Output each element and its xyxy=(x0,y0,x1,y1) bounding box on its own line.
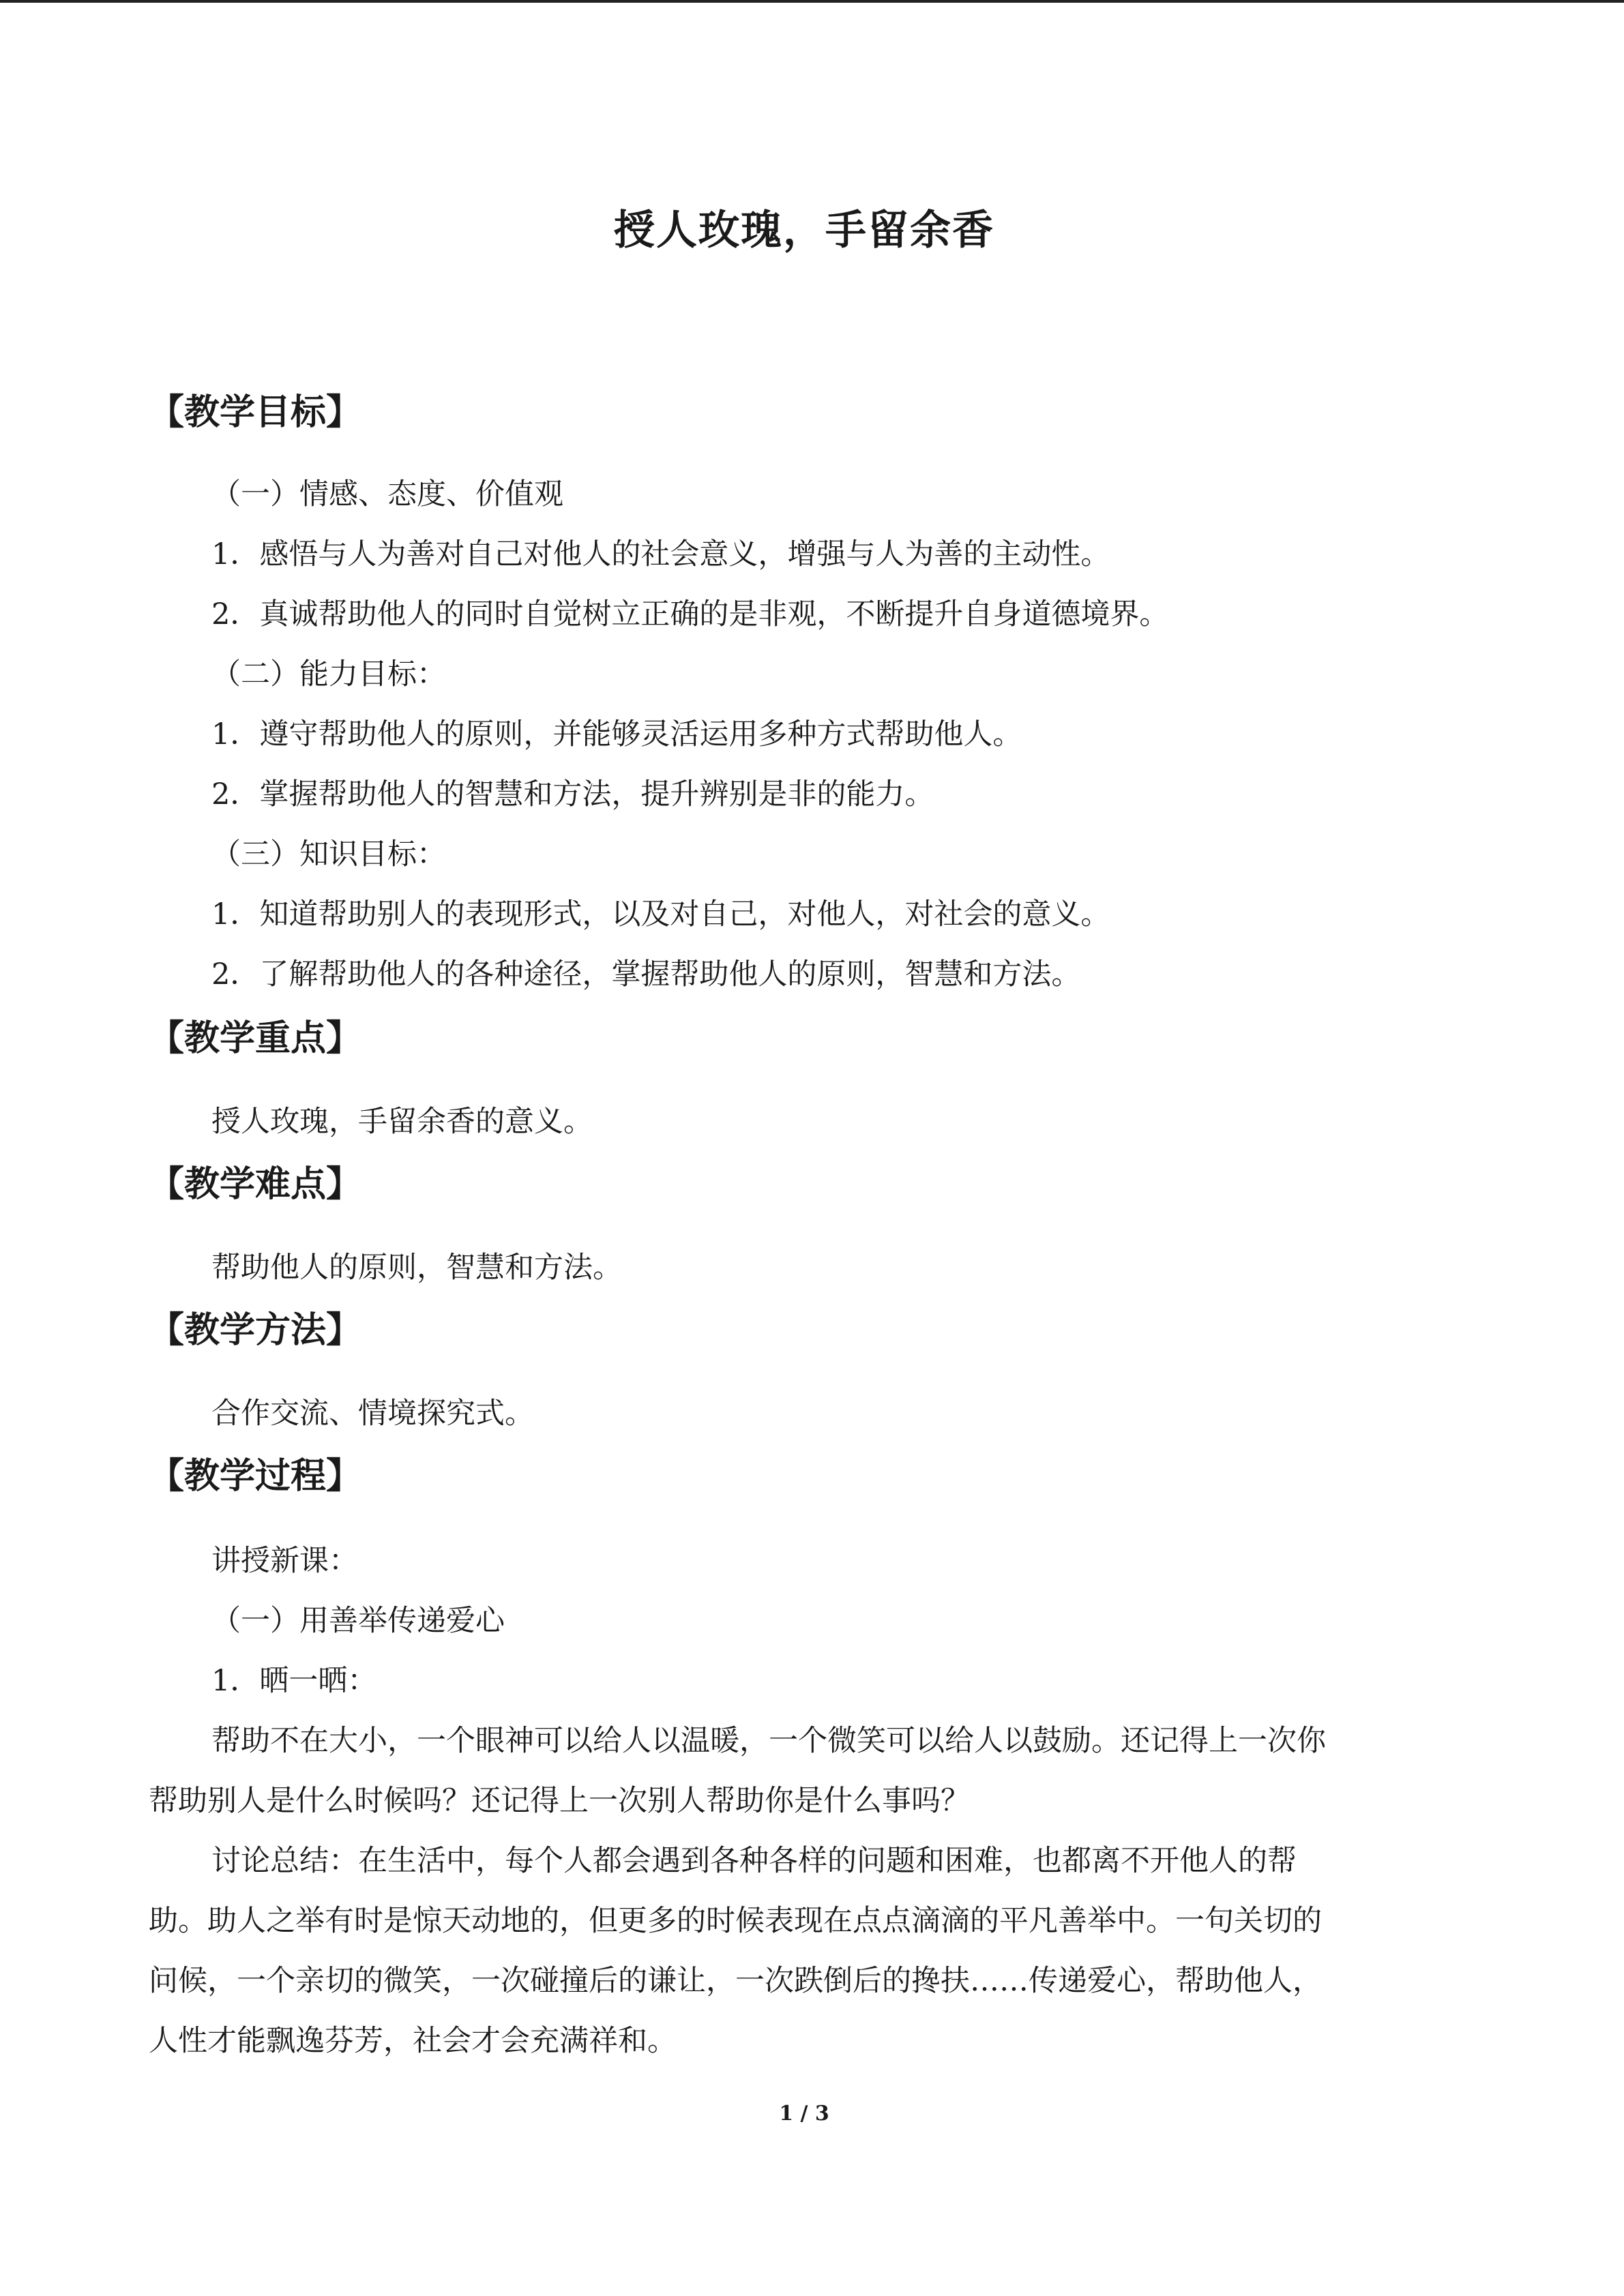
document-title: 授人玫瑰，手留余香 xyxy=(614,207,994,254)
heading-teaching-goals: 【教学目标】 xyxy=(149,392,362,433)
heading-difficulties: 【教学难点】 xyxy=(149,1164,362,1205)
process-para1-line-2: 帮助别人是什么时候吗？还记得上一次别人帮助你是什么事吗？ xyxy=(149,1784,970,1818)
goal-ability-item-1: 1．遵守帮助他人的原则，并能够灵活运用多种方式帮助他人。 xyxy=(211,717,1022,751)
process-step1-label: 1．晒一晒： xyxy=(211,1664,377,1698)
document-page xyxy=(149,0,1460,2296)
process-para1-line-1: 帮助不在大小，一个眼神可以给人以温暖，一个微笑可以给人以鼓励。还记得上一次你 xyxy=(211,1724,1326,1758)
goal-knowledge-label: （三）知识目标： xyxy=(211,837,446,871)
goal-emotion-item-2: 2．真诚帮助他人的同时自觉树立正确的是非观，不断提升自身道德境界。 xyxy=(211,597,1169,631)
process-intro: 讲授新课： xyxy=(211,1544,358,1578)
goal-emotion-label: （一）情感、态度、价值观 xyxy=(211,477,563,511)
difficulties-text: 帮助他人的原则，智慧和方法。 xyxy=(211,1251,622,1285)
heading-key-points: 【教学重点】 xyxy=(149,1018,362,1059)
methods-text: 合作交流、情境探究式。 xyxy=(211,1397,534,1431)
goal-knowledge-item-1: 1．知道帮助别人的表现形式，以及对自己，对他人，对社会的意义。 xyxy=(211,897,1110,931)
goal-ability-item-2: 2．掌握帮助他人的智慧和方法，提升辨别是非的能力。 xyxy=(211,777,934,811)
process-para2-line-3: 问候，一个亲切的微笑，一次碰撞后的谦让，一次跌倒后的搀扶……传递爱心，帮助他人， xyxy=(149,1964,1322,1998)
key-points-text: 授人玫瑰，手留余香的意义。 xyxy=(211,1105,593,1139)
process-para2-line-1: 讨论总结：在生活中，每个人都会遇到各种各样的问题和困难，也都离不开他人的帮 xyxy=(211,1844,1297,1878)
goal-emotion-item-1: 1．感悟与人为善对自己对他人的社会意义，增强与人为善的主动性。 xyxy=(211,537,1110,571)
process-para2-line-4: 人性才能飘逸芬芳，社会才会充满祥和。 xyxy=(149,2024,677,2058)
process-para2-line-2: 助。助人之举有时是惊天动地的，但更多的时候表现在点点滴滴的平凡善举中。一句关切的 xyxy=(149,1904,1322,1938)
goal-ability-label: （二）能力目标： xyxy=(211,657,446,691)
goal-knowledge-item-2: 2．了解帮助他人的各种途径，掌握帮助他人的原则，智慧和方法。 xyxy=(211,957,1081,992)
process-part1-label: （一）用善举传递爱心 xyxy=(211,1604,505,1638)
heading-methods: 【教学方法】 xyxy=(149,1310,362,1351)
page-indicator: 1 / 3 xyxy=(779,2102,829,2126)
heading-process: 【教学过程】 xyxy=(149,1456,362,1497)
